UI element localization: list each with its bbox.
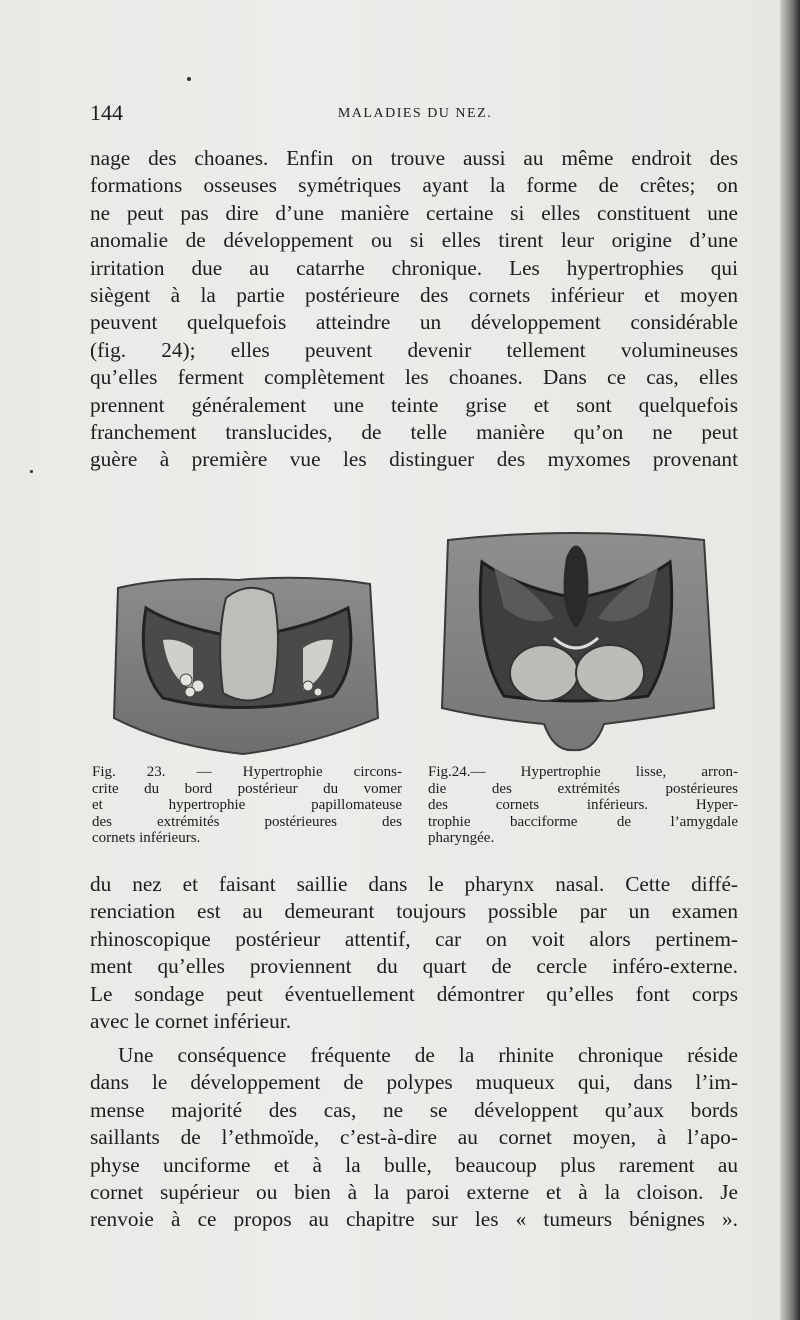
text-line: Le sondage peut éventuellement démontrer qu’elles font corps [90,981,738,1006]
text-line: ne peut pas dire d’une manière certaine si elles constituent une [90,200,738,225]
text-line: cornet supérieur ou bien à la paroi externe et à la cloison. Je [90,1180,738,1205]
text-line: qu’elles ferment complètement les choanes. Dans ce cas, elles [90,365,738,390]
caption-line: crite du bord postérieur du vomer [92,780,402,797]
caption-line: des cornets inférieurs. Hyper- [428,797,738,814]
text-line: formations osseuses symétriques ayant la forme de crêtes; on [90,173,738,198]
paragraph-1 [90,145,738,474]
caption-line: cornets inférieurs. [92,830,201,847]
text-line: renvoie à ce propos au chapitre sur les « tumeurs bénignes ». [90,1207,738,1232]
ink-speck [187,77,191,81]
text-line: nage des choanes. Enfin on trouve aussi au même endroit des [90,146,738,170]
text-line: avec le cornet inférieur. [90,1009,292,1034]
figure-24-illustration [434,528,718,754]
text-line: franchement translucides, de telle manière qu’on ne peut [90,420,738,445]
text-line: peuvent quelquefois atteindre un développement considérable [90,310,738,335]
figure-23-illustration [108,568,382,756]
text-line: rhinoscopique postérieur attentif, car on voit alors pertinem- [90,926,738,951]
text-line: saillants de l’ethmoïde, c’est-à-dire au cornet moyen, à l’apo- [90,1125,738,1150]
caption-line: Fig. 23. — Hypertrophie circons- [92,764,402,780]
text-line: physe unciforme et à la bulle, beaucoup plus rarement au [90,1152,738,1177]
caption-line: Fig.24.— Hypertrophie lisse, arron- [428,764,738,780]
text-line: renciation est au demeurant toujours possible par un examen [90,899,738,924]
figure-24-caption [428,764,738,847]
text-line: guère à première vue les distinguer des myxomes provenant [90,447,738,472]
paragraph-3 [90,1042,738,1234]
text-line: anomalie de développement ou si elles tirent leur origine d’une [90,228,738,253]
text-line: irritation due au catarrhe chronique. Les hypertrophies qui [90,255,738,280]
text-line: dans le développement de polypes muqueux qui, dans l’im- [90,1070,738,1095]
text-line: mense majorité des cas, ne se développent qu’aux bords [90,1097,738,1122]
text-line: du nez et faisant saillie dans le pharynx nasal. Cette diffé- [90,872,738,896]
figure-23-caption [92,764,402,847]
text-line: ment qu’elles proviennent du quart de cercle inféro-externe. [90,954,738,979]
page-edge-shadow [780,0,800,1320]
caption-line: des extrémités postérieures des [92,813,402,830]
paragraph-2 [90,871,738,1035]
caption-line: pharyngée. [428,830,495,847]
text-line: (fig. 24); elles peuvent devenir tellement volumineuses [90,337,738,362]
caption-line: trophie bacciforme de l’amygdale [428,813,738,830]
caption-line: et hypertrophie papillomateuse [92,797,402,814]
text-line: prennent généralement une teinte grise et sont quelquefois [90,392,738,417]
page-number: 144 [90,100,123,125]
running-head [90,100,740,130]
running-title: MALADIES DU NEZ. [337,106,493,121]
text-line: Une conséquence fréquente de la rhinite chronique réside [118,1043,738,1067]
text-line: siègent à la partie postérieure des cornets inférieur et moyen [90,283,738,308]
caption-line: die des extrémités postérieures [428,780,738,797]
ink-speck [30,470,33,473]
